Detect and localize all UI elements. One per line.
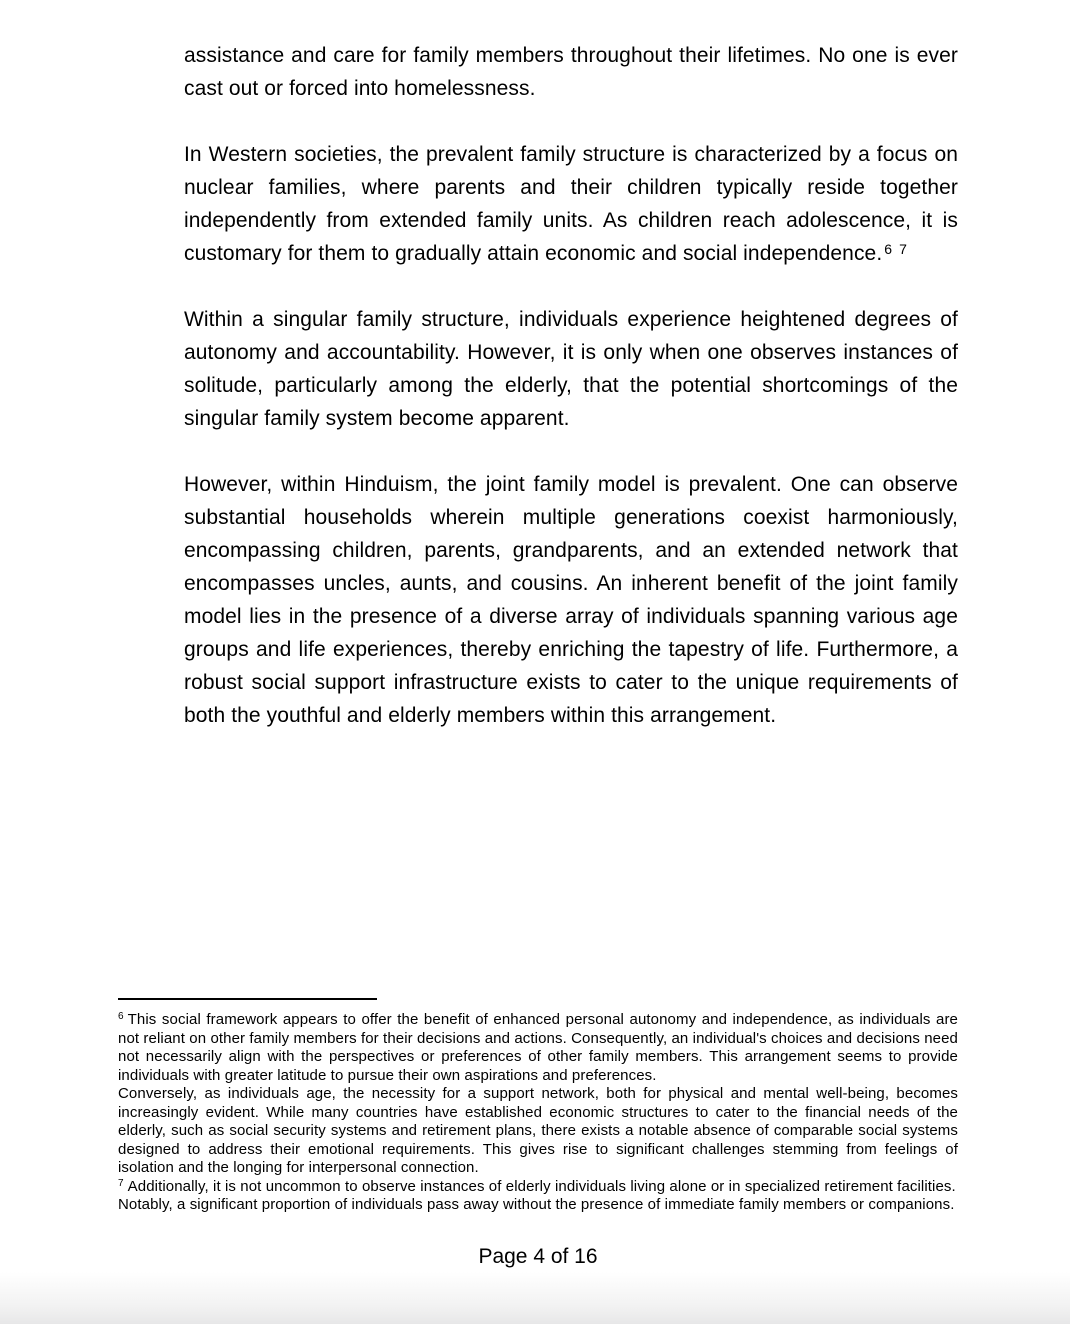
body-paragraph-2-text: In Western societies, the prevalent family structure is characterized by a focus on nuclear families, where parents and their children typically reside together independently from extended family units. As children reach adolescence, it is customary for them to gradually attain economic and social independence. (184, 143, 958, 265)
footnotes-section (118, 998, 958, 1215)
body-paragraph-4: However, within Hinduism, the joint family model is prevalent. One can observe substantial households wherein multiple generations coexist harmoniously, encompassing children, parents, grandparents, and an extended network that encompasses uncles, aunts, and cousins. An inherent benefit of the joint family model lies in the presence of a diverse array of individuals spanning various age groups and life experiences, thereby enriching the tapestry of life. Furthermore, a robust social support infrastructure exists to cater to the unique requirements of both the youthful and elderly members within this arrangement. (184, 473, 958, 727)
footnote-6-text-1: This social framework appears to offer the benefit of enhanced personal autonomy and independence, as individuals are not reliant on other family members for their decisions and actions. Consequently, an individual's choices and decisions need not necessarily align with the perspectives or preferences of other family members. This arrangement seems to provide individuals with greater latitude to pursue their own aspirations and preferences. (118, 1011, 958, 1084)
footnote-ref-7[interactable]: 7 (899, 240, 908, 257)
footnote-separator-rule (118, 998, 377, 1000)
footnote-ref-6[interactable]: 6 (884, 240, 893, 257)
body-paragraph-2 (184, 138, 958, 270)
body-text-block (184, 39, 958, 765)
body-paragraph-1: assistance and care for family members throughout their lifetimes. No one is ever cast out or forced into homelessness. (184, 44, 958, 100)
footnote-6-marker: 6 (118, 1011, 124, 1022)
body-paragraph-3: Within a singular family structure, individuals experience heightened degrees of autonomy and accountability. However, it is only when one observes instances of solitude, particularly among the elderly, that the potential shortcomings of the singular family system become apparent. (184, 308, 958, 430)
footnote-6-text-2: Conversely, as individuals age, the necessity for a support network, both for physical and mental well-being, becomes increasingly evident. While many countries have established economic structures to cater to the financial needs of the elderly, such as social security systems and retirement plans, there exists a notable absence of comparable social systems designed to address their emotional requirements. This gives rise to significant challenges stemming from feelings of isolation and the longing for interpersonal connection. (118, 1085, 958, 1176)
footnote-7-text-2: Notably, a significant proportion of individuals pass away without the presence of immediate family members or companions. (118, 1196, 955, 1213)
footnote-7-text-1: Additionally, it is not uncommon to observe instances of elderly individuals living alone or in specialized retirement facilities. (127, 1177, 956, 1195)
footnote-6 (118, 1011, 958, 1178)
page-edge-shadow (0, 1272, 1070, 1324)
footnote-7-marker: 7 (118, 1177, 124, 1189)
page-number: Page 4 of 16 (478, 1245, 598, 1268)
footnote-7 (118, 1178, 958, 1215)
